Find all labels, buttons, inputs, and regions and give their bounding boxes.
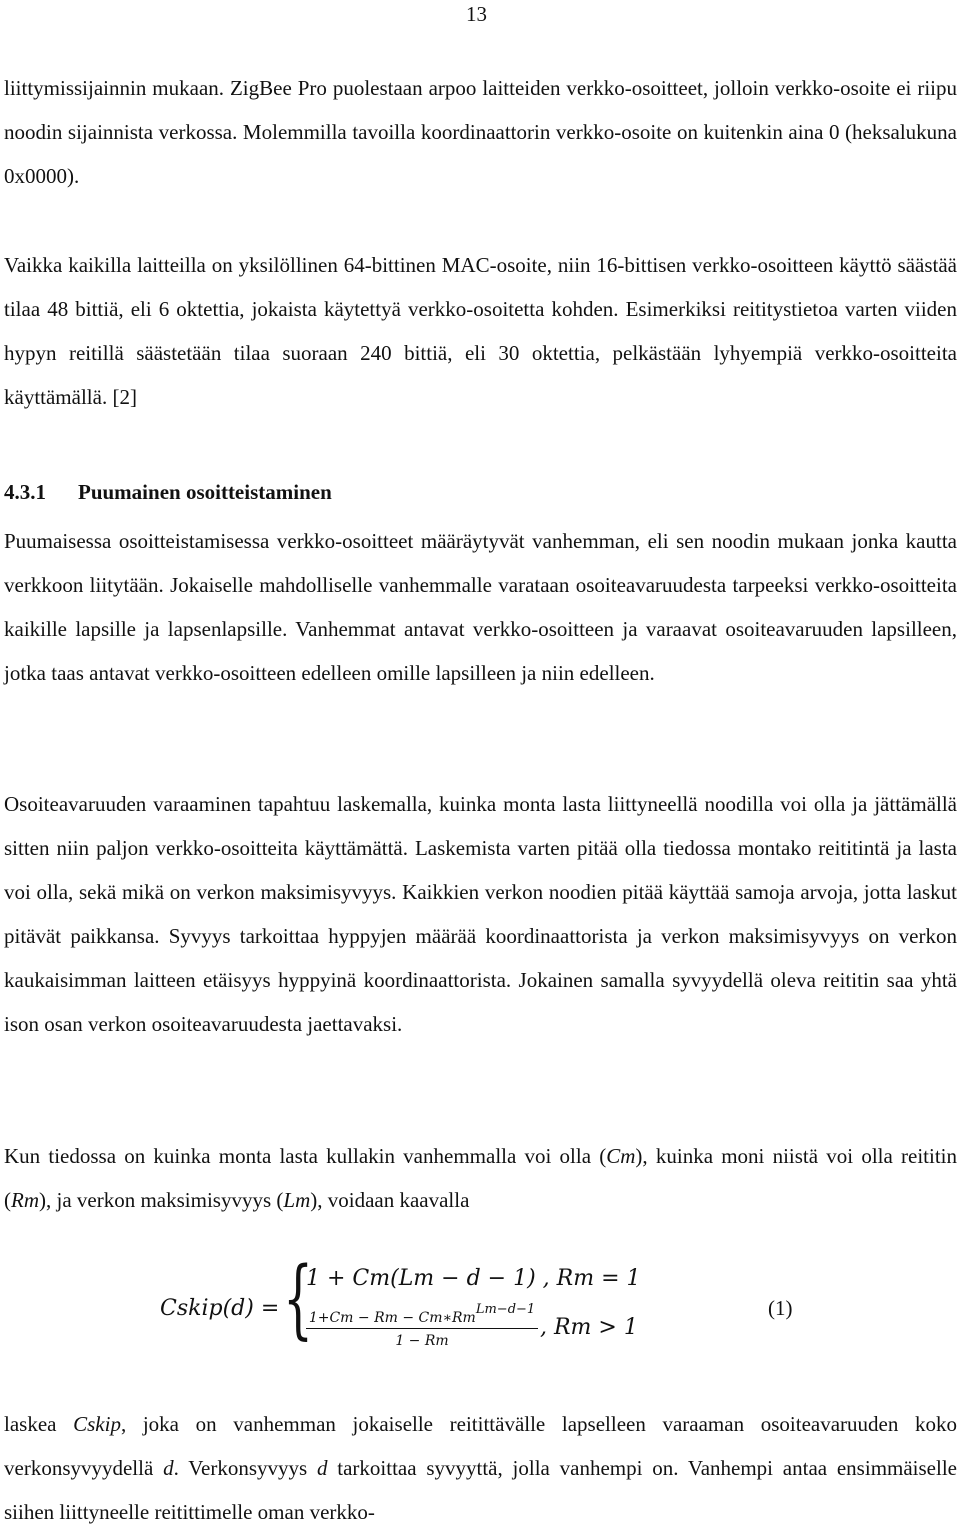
text-fragment: ), kuinka moni niistä voi olla reititin ( — [4, 1144, 958, 1212]
numerator-text: 1+Cm − Rm − Cm∗Rm — [308, 1310, 476, 1326]
text-fragment: laskea — [4, 1412, 74, 1436]
variable-d: d — [317, 1456, 328, 1480]
variable-lm: Lm — [283, 1188, 311, 1212]
left-brace-icon: { — [283, 1249, 314, 1349]
page-number: 13 — [466, 2, 487, 26]
equation-number: (1) — [768, 1296, 793, 1320]
paragraph-4: Osoiteavaruuden varaaminen tapahtuu laskemalla, kuinka monta lasta liittyneellä noodilla voi olla ja jättämällä sitten niin paljon verkko-osoitteita käyttämättä. Laskemista varten pitää olla tiedossa montako reititintä ja lasta voi olla, sekä mikä on verkon maksimisyvyys. Kaikkien verkon noodien pitää käyttää samoja arvoja, jotta laskut pitävät paikkansa. Syvyys tarkoittaa hyppyjen määrää koordinaattorista ja verkon maksimisyvyys on verkon kaukaisimman laitteen etäisyys hyppyinä koordinaattorista. Jokainen samalla syvyydellä oleva reititin saa yhtä ison osan verkon osoiteavaruudesta jaettavaksi. — [4, 792, 957, 1036]
variable-d: d — [163, 1456, 174, 1480]
variable-cskip: Cskip — [73, 1412, 121, 1436]
section-title: Puumainen osoitteistaminen — [78, 480, 332, 504]
text-fragment: ), voidaan kaavalla — [310, 1188, 470, 1212]
paragraph-3: Puumaisessa osoitteistamisessa verkko-osoitteet määräytyvät vanhemman, eli sen noodin mukaan jonka kautta verkkoon liitytään. Jokaiselle mahdolliselle vanhemmalle varataan osoiteavaruudesta tarpeeksi verkko-osoitteita kaikille lapsille ja lapsenlapsille. Vanhemmat antavat verkko-osoitteen ja varaavat osoiteavaruuden lapsilleen, jotka taas antavat verkko-osoitteen edelleen omille lapsilleen ja niin edelleen. — [4, 529, 957, 685]
formula-case-2: , Rm > 1 — [540, 1315, 638, 1340]
paragraph-2: Vaikka kaikilla laitteilla on yksilöllinen 64-bittinen MAC-osoite, niin 16-bittisen verkko-osoitteen käyttö säästää tilaa 48 bittiä, eli 6 oktettia, jokaista käytettyä verkko-osoitetta kohden. Esimerkiksi reititystietoa varten viiden hypyn reitillä säästetään tilaa suoraan 240 bittiä, eli 30 oktettia, pelkästään lyhyempiä verkko-osoitteita käyttämällä. [2] — [4, 253, 957, 409]
paragraph-1: liittymissijainnin mukaan. ZigBee Pro puolestaan arpoo laitteiden verkko-osoitteet, jolloin verkko-osoite ei riipu noodin sijainnista verkossa. Molemmilla tavoilla koordinaattorin verkko-osoite on kuitenkin aina 0 (heksalukuna 0x0000). — [4, 76, 957, 188]
formula-fraction — [306, 1302, 538, 1349]
text-fragment: . Verkonsyvyys — [173, 1456, 317, 1480]
formula-cskip — [0, 1249, 960, 1358]
variable-rm: Rm — [11, 1188, 39, 1212]
text-fragment: , joka on vanhemman jokaiselle reitittävälle lapselleen varaaman osoiteavaruuden koko verkonsyvyydellä — [4, 1412, 957, 1480]
text-fragment: Kun tiedossa on kuinka monta lasta kullakin vanhemmalla voi olla ( — [4, 1144, 607, 1168]
variable-cm: Cm — [606, 1144, 636, 1168]
paragraph-6 — [4, 1402, 957, 1534]
fraction-denominator: 1 − Rm — [395, 1333, 449, 1349]
section-heading — [4, 474, 332, 510]
paragraph-5 — [4, 1134, 957, 1222]
fraction-numerator — [306, 1302, 538, 1329]
formula-lhs: Cskip(d) = — [160, 1296, 280, 1321]
formula-case-1: 1 + Cm(Lm − d − 1) , Rm = 1 — [306, 1266, 641, 1291]
text-fragment: tarkoittaa syvyyttä, jolla vanhempi on. Vanhempi antaa ensimmäiselle siihen liittyneelle reitittimelle oman verkko- — [4, 1456, 957, 1524]
text-fragment: ), ja verkon maksimisyvyys ( — [39, 1188, 284, 1212]
numerator-exponent: Lm−d−1 — [475, 1302, 536, 1317]
section-number: 4.3.1 — [4, 480, 46, 504]
